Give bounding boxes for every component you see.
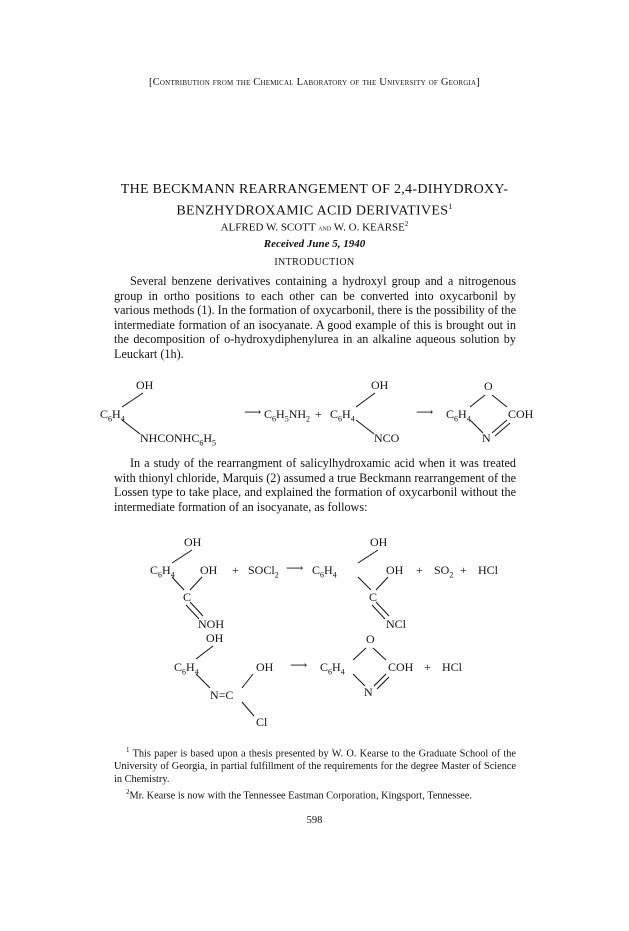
s1-hydroxyl-b: OH <box>371 378 389 392</box>
s2-carbon-a: C <box>183 590 192 604</box>
s1-ring-nitrogen: N <box>482 431 491 445</box>
contribution-note <box>0 76 629 90</box>
footnotes <box>114 744 516 803</box>
s2-arrow: ⟶ <box>286 561 304 575</box>
s1-phenylene-a: $C_6H_4$ <box>100 407 125 424</box>
s1-plus: + <box>315 407 322 421</box>
s2-hydroxyl-b2: OH <box>386 563 404 577</box>
s3-phenylene-b: $C_6H_4$ <box>320 660 345 677</box>
author-line <box>0 217 629 235</box>
s2-plus-a: + <box>232 563 239 577</box>
s2-sulfur-dioxide: $SO_2$ <box>434 563 454 580</box>
s3-arrow: ⟶ <box>290 658 308 672</box>
s2-hydroxyl-a2: OH <box>200 563 218 577</box>
s3-phenylene-a: $C_6H_4$ <box>174 660 199 677</box>
footnote-2-text: Mr. Kearse is now with the Tennessee Eastman Corporation, Kingsport, Tennessee. <box>129 790 472 802</box>
page-number: 598 <box>306 815 323 826</box>
footnote-2 <box>114 786 516 802</box>
section-heading: INTRODUCTION <box>274 257 355 268</box>
s2-carbon-b: C <box>369 590 378 604</box>
s2-phenylene-b: $C_6H_4$ <box>312 563 337 580</box>
title-line-2: BENZHYDROXAMIC ACID DERIVATIVES <box>176 203 449 219</box>
s1-aniline: $C_6H_5NH_2$ <box>264 407 311 424</box>
s1-arrow-b: ⟶ <box>416 405 434 419</box>
s3-ring-nitrogen: N <box>364 685 373 699</box>
s2-plus-b: + <box>416 563 423 577</box>
s2-phenylene-a: $C_6H_4$ <box>150 563 175 580</box>
s1-isocyanate: NCO <box>374 431 400 445</box>
s2-hcl: HCl <box>478 563 499 577</box>
s1-phenylene-c: $C_6H_4$ <box>446 407 471 424</box>
s2-hydroxyl-a: OH <box>184 535 202 549</box>
s2-oxime: NOH <box>198 617 224 631</box>
s1-ring-oxygen: O <box>484 379 493 393</box>
s1-urea-group: $NHCONHC_6H_5$ <box>140 431 217 448</box>
s2-hydroxyl-b: OH <box>370 535 388 549</box>
s2-thionyl-chloride: SOCl$_2$ <box>248 563 279 580</box>
s3-hydroxyl-a: OH <box>206 631 224 645</box>
footnote-1-mark: 1 <box>126 746 130 754</box>
footnote-1 <box>114 744 516 786</box>
s3-ring-oxygen: O <box>366 632 375 646</box>
article-title <box>0 181 629 220</box>
s2-chloroimine: NCl <box>386 617 407 631</box>
author-2-mark: 2 <box>404 220 409 228</box>
received-date: Received June 5, 1940 <box>263 238 366 250</box>
author-conjunction: and <box>318 222 332 233</box>
footnote-2-mark: 2 <box>126 788 130 797</box>
s3-hydroxyl-a2: OH <box>256 660 274 674</box>
s1-coh: COH <box>508 407 534 421</box>
footnote-1-text: This paper is based upon a thesis presented by W. O. Kearse to the Graduate School of the University of Georgia, in partial fulfillment of the requirements for the degree Master of Science in Chemistry. <box>114 748 516 786</box>
author-1: ALFRED W. SCOTT <box>220 221 316 234</box>
s1-arrow-a: ⟶ <box>244 405 262 419</box>
s3-plus: + <box>424 660 431 674</box>
title-footnote-mark: 1 <box>448 202 453 211</box>
s3-chlorine: Cl <box>256 715 268 729</box>
paragraph-2: In a study of the rearrangment of salicylhydroxamic acid when it was treated with thionyl chloride, Marquis (2) assumed a true Beckmann rearrangement of the Lossen type to take place, and explained the formation of oxycarbonil without the intermediate formation of an isocyanate, as follows: <box>114 456 516 514</box>
s2-plus-c: + <box>460 563 467 577</box>
s1-phenylene-b: $C_6H_4$ <box>330 407 355 424</box>
contribution-text: [Contribution from the Chemical Laboratory of the University of Georgia] <box>149 77 480 88</box>
s1-hydroxyl-a: OH <box>136 378 154 392</box>
s3-imine-group: N=C <box>210 688 234 702</box>
s3-hcl: HCl <box>442 660 463 674</box>
paragraph-1: Several benzene derivatives containing a hydroxyl group and a nitrogenous group in ortho positions to each other can be converted into oxycarbonil by various methods (1). In the formation of oxycarbonil, there is the possibility of the intermediate formation of an isocyanate. A good example of this is brought out in the decomposition of o-hydroxydiphenylurea in an alkaline aqueous solution by Leuckart (1h). <box>114 274 516 361</box>
s3-coh: COH <box>388 660 414 674</box>
title-line-1: THE BECKMANN REARRANGEMENT OF 2,4-DIHYDROXY- <box>120 182 509 197</box>
author-2: W. O. KEARSE <box>333 221 405 234</box>
